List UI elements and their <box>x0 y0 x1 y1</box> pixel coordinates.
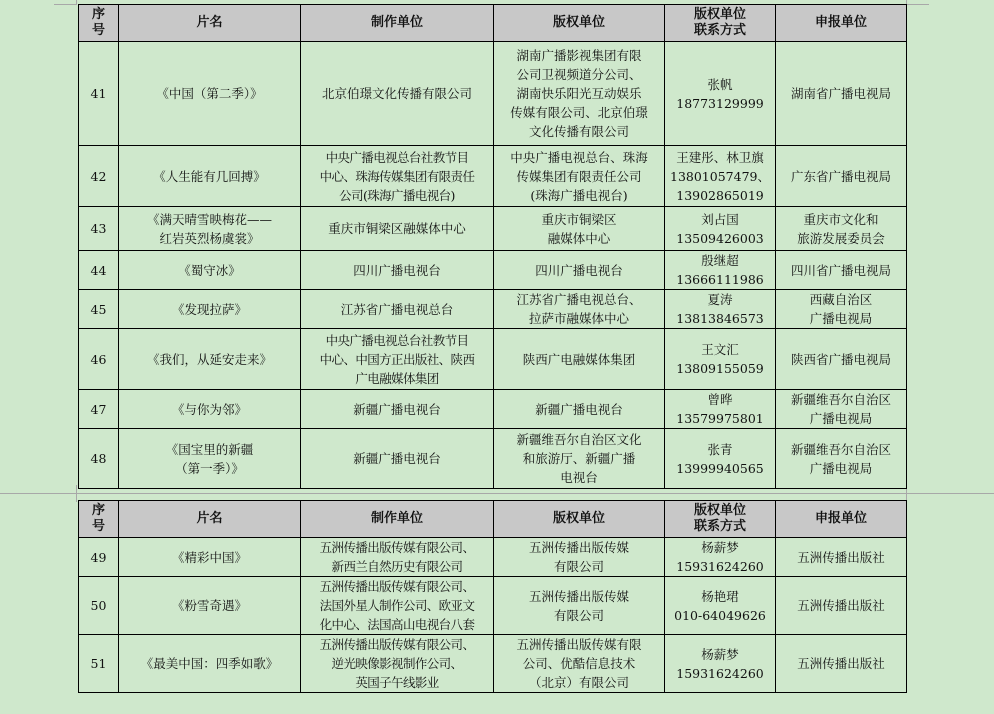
cell-applicant: 五洲传播出版社 <box>776 538 907 577</box>
cell-title: 《满天晴雪映梅花—— 红岩英烈杨虞裳》 <box>119 207 301 251</box>
cell-producer: 新疆广播电视台 <box>301 429 494 489</box>
header-no: 序 号 <box>79 501 119 538</box>
cell-contact: 曾晔 13579975801 <box>665 390 776 429</box>
cell-copyright: 四川广播电视台 <box>494 251 665 290</box>
page-corner-mark <box>906 0 929 5</box>
cell-contact: 殷继超 13666111986 <box>665 251 776 290</box>
cell-title: 《蜀守冰》 <box>119 251 301 290</box>
cell-copyright: 重庆市铜梁区 融媒体中心 <box>494 207 665 251</box>
cell-copyright: 五洲传播出版传媒 有限公司 <box>494 577 665 635</box>
cell-applicant: 西藏自治区 广播电视局 <box>776 290 907 329</box>
cell-contact: 夏涛 13813846573 <box>665 290 776 329</box>
table-row <box>79 577 907 635</box>
cell-no: 46 <box>79 329 119 390</box>
header-no: 序 号 <box>79 5 119 42</box>
cell-copyright: 新疆广播电视台 <box>494 390 665 429</box>
cell-applicant: 五洲传播出版社 <box>776 577 907 635</box>
table-row <box>79 290 907 329</box>
table-row <box>79 329 907 390</box>
cell-copyright: 新疆维吾尔自治区文化 和旅游厅、新疆广播 电视台 <box>494 429 665 489</box>
cell-title: 《国宝里的新疆 （第一季）》 <box>119 429 301 489</box>
cell-no: 41 <box>79 42 119 146</box>
cell-producer: 四川广播电视台 <box>301 251 494 290</box>
header-contact: 版权单位 联系方式 <box>665 5 776 42</box>
cell-applicant: 湖南省广播电视局 <box>776 42 907 146</box>
cell-copyright: 陕西广电融媒体集团 <box>494 329 665 390</box>
table-header-row <box>79 5 907 42</box>
cell-no: 45 <box>79 290 119 329</box>
cell-no: 50 <box>79 577 119 635</box>
cell-contact: 王建彤、林卫旗 13801057479、 13902865019 <box>665 146 776 207</box>
cell-no: 44 <box>79 251 119 290</box>
table-row <box>79 390 907 429</box>
header-producer: 制作单位 <box>301 501 494 538</box>
cell-contact: 杨艳珺 010-64049626 <box>665 577 776 635</box>
table-row <box>79 42 907 146</box>
header-copyright: 版权单位 <box>494 5 665 42</box>
header-producer: 制作单位 <box>301 5 494 42</box>
cell-applicant: 四川省广播电视局 <box>776 251 907 290</box>
cell-copyright: 五洲传播出版传媒有限 公司、优酷信息技术 （北京）有限公司 <box>494 635 665 693</box>
cell-producer: 五洲传播出版传媒有限公司、 法国外星人制作公司、欧亚文 化中心、法国高山电视台八套 <box>301 577 494 635</box>
cell-title: 《粉雪奇遇》 <box>119 577 301 635</box>
header-title: 片名 <box>119 501 301 538</box>
program-table-page-2 <box>78 500 907 693</box>
page-corner-mark <box>54 493 77 502</box>
cell-no: 43 <box>79 207 119 251</box>
cell-contact: 张帆 18773129999 <box>665 42 776 146</box>
page-corner-mark <box>906 493 929 502</box>
table-row <box>79 207 907 251</box>
table-row <box>79 251 907 290</box>
cell-contact: 王文汇 13809155059 <box>665 329 776 390</box>
cell-producer: 重庆市铜梁区融媒体中心 <box>301 207 494 251</box>
cell-producer: 中央广播电视总台社教节目 中心、珠海传媒集团有限责任 公司(珠海广播电视台) <box>301 146 494 207</box>
cell-copyright: 江苏省广播电视总台、 拉萨市融媒体中心 <box>494 290 665 329</box>
cell-no: 49 <box>79 538 119 577</box>
cell-copyright: 五洲传播出版传媒 有限公司 <box>494 538 665 577</box>
header-applicant: 申报单位 <box>776 5 907 42</box>
table-row <box>79 635 907 693</box>
cell-no: 51 <box>79 635 119 693</box>
cell-contact: 刘占国 13509426003 <box>665 207 776 251</box>
cell-title: 《最美中国：四季如歌》 <box>119 635 301 693</box>
cell-producer: 五洲传播出版传媒有限公司、 新西兰自然历史有限公司 <box>301 538 494 577</box>
cell-contact: 杨薪梦 15931624260 <box>665 635 776 693</box>
table-row <box>79 538 907 577</box>
table-row <box>79 429 907 489</box>
cell-producer: 北京伯璟文化传播有限公司 <box>301 42 494 146</box>
table-row <box>79 146 907 207</box>
cell-applicant: 陕西省广播电视局 <box>776 329 907 390</box>
cell-contact: 杨薪梦 15931624260 <box>665 538 776 577</box>
cell-title: 《人生能有几回搏》 <box>119 146 301 207</box>
cell-title: 《我们，从延安走来》 <box>119 329 301 390</box>
cell-applicant: 重庆市文化和 旅游发展委员会 <box>776 207 907 251</box>
cell-applicant: 新疆维吾尔自治区 广播电视局 <box>776 429 907 489</box>
cell-producer: 新疆广播电视台 <box>301 390 494 429</box>
cell-producer: 五洲传播出版传媒有限公司、 逆光映像影视制作公司、 英国子午线影业 <box>301 635 494 693</box>
cell-title: 《精彩中国》 <box>119 538 301 577</box>
cell-producer: 江苏省广播电视总台 <box>301 290 494 329</box>
cell-copyright: 湖南广播影视集团有限 公司卫视频道分公司、 湖南快乐阳光互动娱乐 传媒有限公司、北京伯璟 文化传播有限公司 <box>494 42 665 146</box>
cell-title: 《中国（第二季）》 <box>119 42 301 146</box>
header-copyright: 版权单位 <box>494 501 665 538</box>
table-header-row <box>79 501 907 538</box>
cell-title: 《发现拉萨》 <box>119 290 301 329</box>
cell-producer: 中央广播电视总台社教节目 中心、中国方正出版社、陕西 广电融媒体集团 <box>301 329 494 390</box>
page-corner-mark <box>54 0 77 5</box>
program-table-page-1 <box>78 4 907 489</box>
cell-title: 《与你为邻》 <box>119 390 301 429</box>
cell-copyright: 中央广播电视总台、珠海 传媒集团有限责任公司 (珠海广播电视台) <box>494 146 665 207</box>
cell-applicant: 广东省广播电视局 <box>776 146 907 207</box>
cell-no: 47 <box>79 390 119 429</box>
header-applicant: 申报单位 <box>776 501 907 538</box>
cell-applicant: 新疆维吾尔自治区 广播电视局 <box>776 390 907 429</box>
header-contact: 版权单位 联系方式 <box>665 501 776 538</box>
page-break-line <box>0 493 994 494</box>
cell-no: 48 <box>79 429 119 489</box>
header-title: 片名 <box>119 5 301 42</box>
cell-applicant: 五洲传播出版社 <box>776 635 907 693</box>
cell-contact: 张青 13999940565 <box>665 429 776 489</box>
cell-no: 42 <box>79 146 119 207</box>
